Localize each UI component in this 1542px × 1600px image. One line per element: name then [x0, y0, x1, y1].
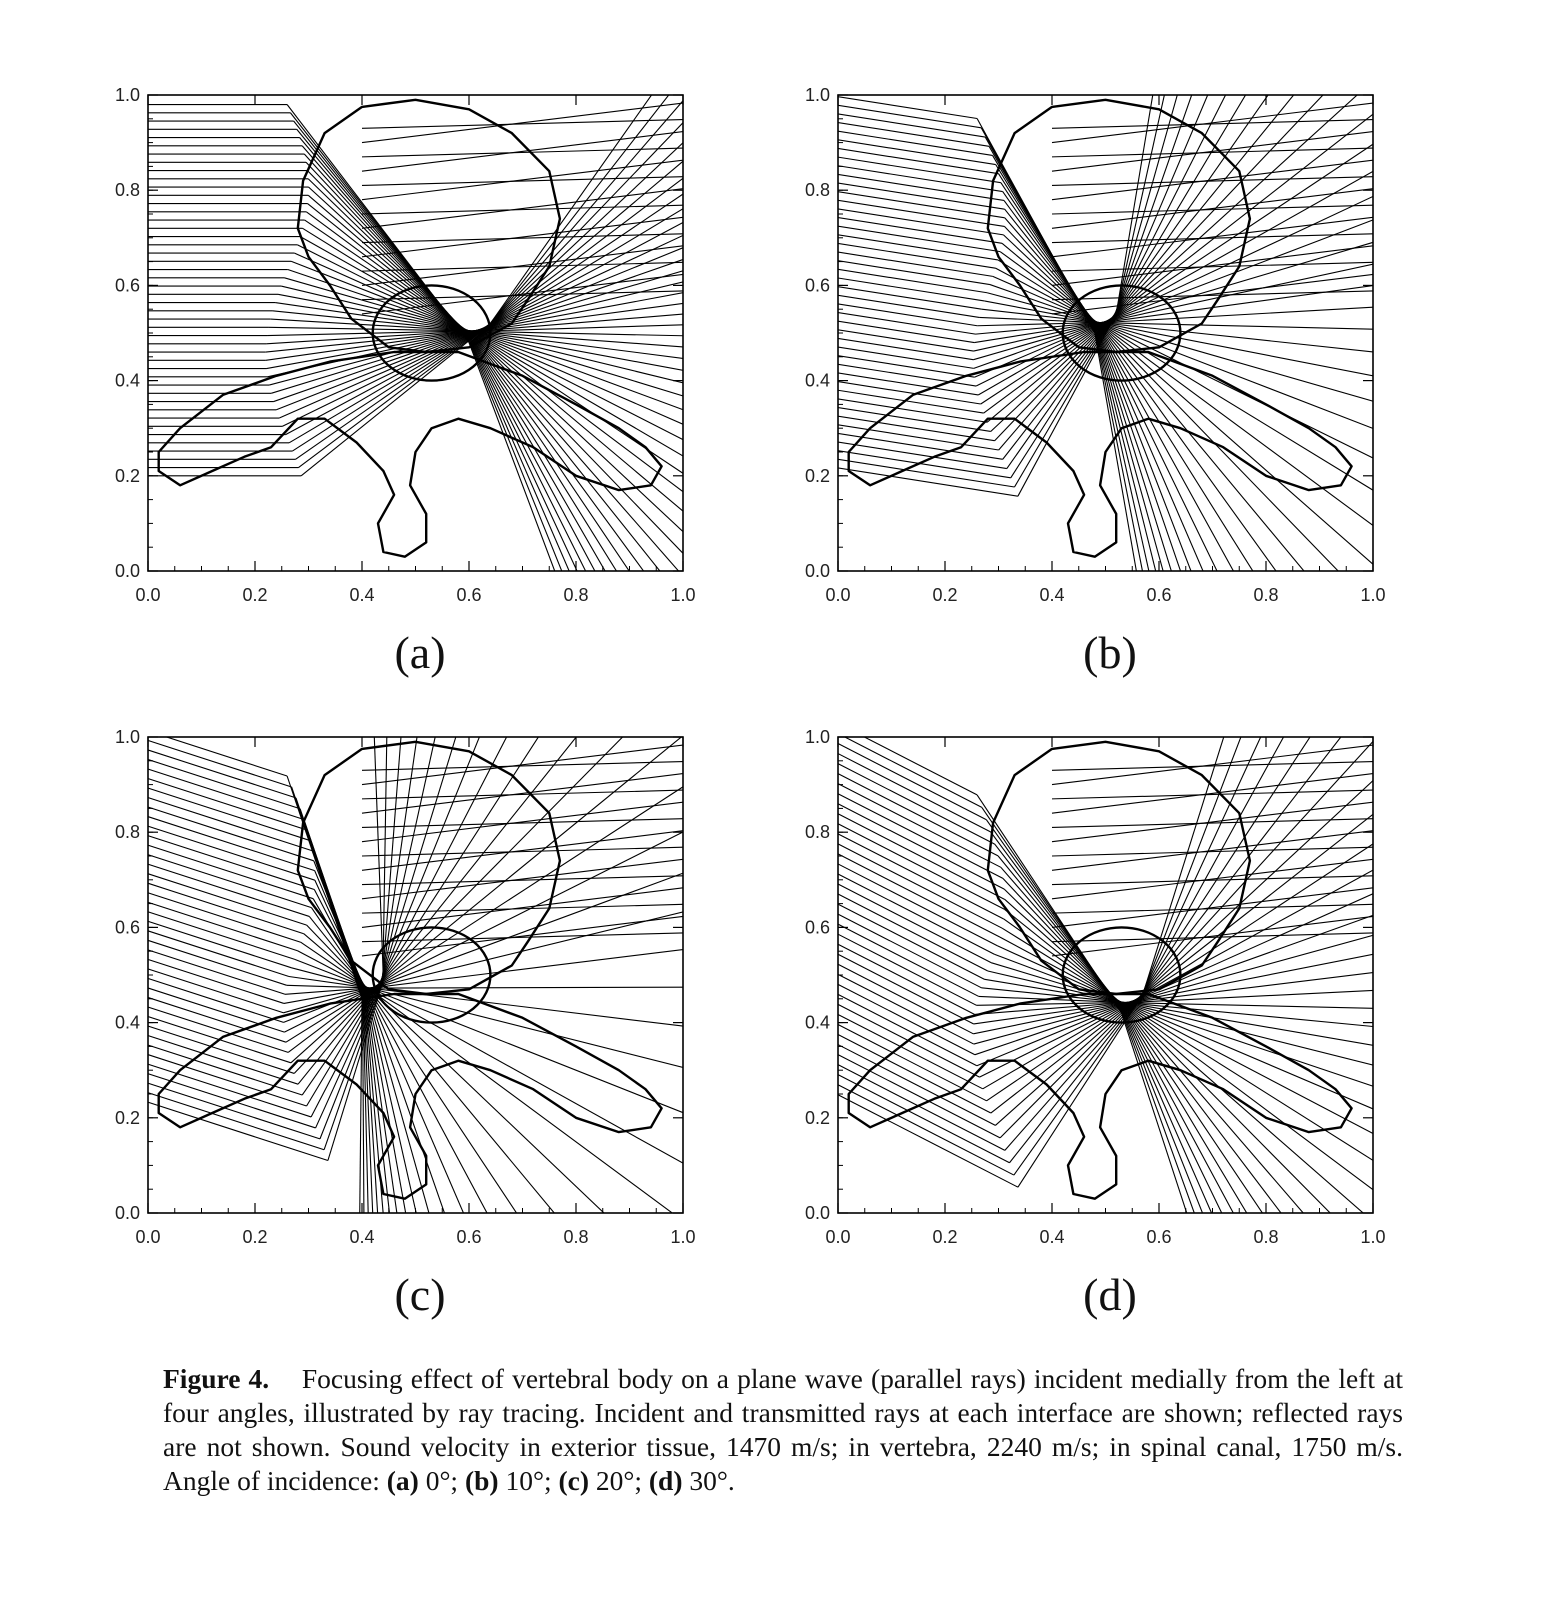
exit-ray — [362, 262, 710, 272]
refracted-ray — [271, 328, 485, 394]
exit-ray — [362, 204, 710, 214]
plot-frame — [148, 737, 683, 1213]
x-tick-label: 0.2 — [932, 1227, 958, 1247]
refracted-ray — [324, 980, 383, 1149]
incident-ray — [137, 965, 283, 1012]
y-tick-label: 0.0 — [804, 561, 830, 581]
x-tick-label: 0.4 — [1039, 585, 1065, 605]
incident-ray — [137, 975, 283, 1022]
incident-ray — [137, 842, 313, 899]
incident-ray — [827, 181, 1004, 209]
caption-c-label: (c) — [558, 1465, 589, 1496]
transmitted-ray — [1109, 96, 1542, 321]
transmitted-ray — [1131, 1004, 1542, 1159]
incident-ray — [137, 756, 300, 809]
refracted-ray — [294, 959, 372, 989]
caption-c-value: 20°; — [595, 1465, 643, 1496]
incident-ray — [827, 909, 981, 988]
exit-ray — [1052, 128, 1400, 171]
refracted-ray — [993, 276, 1104, 325]
incident-ray — [827, 788, 1003, 878]
exit-ray — [362, 932, 710, 942]
exit-ray — [1052, 856, 1400, 899]
y-tick-label: 0.8 — [804, 180, 830, 201]
exit-ray — [362, 856, 710, 899]
incident-ray — [137, 985, 284, 1033]
incident-ray — [827, 728, 982, 807]
x-tick-label: 0.2 — [932, 585, 958, 605]
y-tick-label: 0.6 — [804, 917, 830, 938]
panel-label-a: (a) — [394, 627, 446, 678]
x-tick-label: 0.2 — [242, 1227, 268, 1247]
x-tick-label: 0.8 — [563, 585, 589, 605]
exit-ray — [362, 761, 710, 771]
refracted-ray — [300, 237, 477, 336]
incident-ray — [827, 748, 990, 832]
incident-ray — [137, 1070, 315, 1128]
transmitted-ray — [1111, 0, 1542, 319]
exit-ray — [1052, 904, 1400, 914]
panel-c — [100, 722, 740, 1320]
exit-ray — [362, 176, 710, 186]
incident-ray — [827, 173, 1004, 201]
plot-d — [790, 722, 1430, 1282]
y-tick-label: 1.0 — [114, 727, 140, 747]
x-tick-label: 0.8 — [563, 1227, 589, 1247]
incident-ray — [827, 233, 998, 260]
incident-ray — [827, 949, 973, 1024]
incident-ray — [137, 994, 286, 1042]
x-tick-label: 0.8 — [1253, 585, 1279, 605]
exit-ray — [362, 770, 710, 813]
x-tick-label: 1.0 — [670, 1227, 696, 1247]
incident-ray — [137, 937, 286, 985]
exit-ray — [362, 818, 710, 828]
x-tick-label: 1.0 — [670, 585, 696, 605]
incident-ray — [827, 929, 976, 1006]
incident-ray — [827, 345, 973, 368]
incident-ray — [137, 1099, 328, 1161]
exit-ray — [362, 185, 710, 228]
exit-ray — [362, 799, 710, 842]
exit-ray — [1052, 290, 1400, 300]
vertebral-arch-outline — [849, 994, 1352, 1199]
refracted-ray — [1003, 316, 1114, 460]
incident-ray — [137, 737, 291, 787]
incident-ray — [137, 1089, 324, 1149]
x-tick-label: 1.0 — [1360, 585, 1386, 605]
incident-ray — [827, 138, 995, 164]
caption-b-label: (b) — [464, 1465, 499, 1496]
incident-ray — [137, 946, 285, 994]
y-tick-label: 0.4 — [114, 1012, 140, 1033]
incident-ray — [137, 918, 291, 968]
y-tick-label: 0.0 — [114, 561, 140, 581]
y-tick-label: 1.0 — [804, 727, 830, 747]
x-tick-label: 0.4 — [1039, 1227, 1065, 1247]
incident-ray — [827, 155, 1001, 182]
incident-ray — [827, 848, 1000, 937]
panel-d — [790, 722, 1430, 1320]
incident-ray — [827, 738, 986, 820]
refracted-ray — [292, 325, 489, 451]
figure-caption — [163, 1362, 1403, 1498]
refracted-ray — [987, 293, 1105, 324]
incident-ray — [137, 747, 296, 798]
incident-ray — [827, 1079, 1014, 1175]
incident-ray — [137, 927, 289, 976]
y-tick-label: 0.6 — [114, 917, 140, 938]
incident-ray — [137, 1023, 294, 1074]
incident-ray — [827, 989, 977, 1066]
plot-b — [790, 80, 1430, 640]
incident-ray — [137, 832, 314, 889]
exit-ray — [362, 885, 710, 928]
incident-ray — [827, 999, 979, 1077]
incident-ray — [137, 813, 314, 870]
incident-ray — [827, 147, 998, 174]
x-tick-label: 0.6 — [456, 585, 482, 605]
refracted-ray — [1000, 252, 1102, 327]
exit-ray — [1052, 818, 1400, 828]
caption-text: Focusing effect of vertebral body on a plane wave (parallel rays) incident medially from the left at four angles, illustrated by ray tracing. Incident and transmitted rays at each interface are shown; reflected rays are not shown. Sound velocity in exterior tissue, 1470 m/s; in vertebra, 2240 m/s; in spinal canal, 1750 m/s. Angle of incidence: — [163, 1363, 1404, 1496]
exit-ray — [1052, 185, 1400, 228]
incident-ray — [137, 956, 284, 1003]
refracted-ray — [301, 323, 490, 475]
incident-ray — [827, 1029, 991, 1113]
caption-d-value: 30°. — [689, 1465, 735, 1496]
incident-ray — [827, 889, 987, 971]
panel-label-b: (b) — [1083, 627, 1137, 678]
exit-ray — [1052, 846, 1400, 856]
exit-ray — [1052, 204, 1400, 214]
y-tick-label: 0.4 — [804, 1012, 830, 1033]
y-tick-label: 0.4 — [804, 370, 830, 391]
refracted-ray — [991, 997, 1140, 1113]
x-tick-label: 0.0 — [825, 585, 851, 605]
panel-label-c: (c) — [394, 1269, 446, 1320]
transmitted-ray — [1134, 971, 1542, 1003]
incident-ray — [827, 466, 1018, 496]
caption-d-label: (d) — [648, 1465, 683, 1496]
transmitted-ray — [1101, 327, 1483, 786]
incident-ray — [827, 939, 974, 1015]
exit-ray — [362, 789, 710, 799]
y-tick-label: 1.0 — [804, 85, 830, 105]
incident-ray — [827, 718, 977, 795]
exit-ray — [362, 846, 710, 856]
refracted-ray — [298, 951, 372, 990]
caption-a-value: 0°; — [425, 1465, 459, 1496]
incident-ray — [827, 319, 974, 342]
transmitted-ray — [1102, 327, 1521, 760]
exit-ray — [1052, 789, 1400, 799]
incident-ray — [137, 727, 287, 776]
y-tick-label: 0.2 — [804, 1107, 830, 1128]
y-tick-label: 0.8 — [114, 180, 140, 201]
exit-ray — [362, 904, 710, 914]
incident-ray — [827, 969, 973, 1044]
incident-ray — [137, 851, 311, 907]
transmitted-ray — [1138, 659, 1542, 999]
exit-ray — [362, 913, 710, 956]
transmitted-ray — [1131, 1005, 1542, 1207]
vertebral-arch-outline — [159, 994, 662, 1199]
x-tick-label: 0.8 — [1253, 1227, 1279, 1247]
incident-ray — [827, 216, 1002, 243]
transmitted-ray — [1110, 0, 1542, 319]
exit-ray — [362, 100, 710, 143]
x-tick-label: 0.6 — [1146, 1227, 1172, 1247]
x-tick-label: 0.2 — [242, 585, 268, 605]
y-tick-label: 0.6 — [114, 275, 140, 296]
y-tick-label: 0.0 — [804, 1203, 830, 1223]
incident-ray — [827, 225, 1000, 252]
x-tick-label: 0.0 — [825, 1227, 851, 1247]
incident-ray — [827, 979, 975, 1055]
exit-ray — [362, 119, 710, 129]
incident-ray — [827, 818, 1004, 909]
incident-ray — [827, 778, 1001, 867]
incident-ray — [137, 908, 294, 959]
refracted-ray — [274, 327, 487, 401]
exit-ray — [1052, 827, 1400, 870]
exit-ray — [362, 243, 710, 286]
transmitted-ray — [1128, 1007, 1542, 1407]
plot-c — [100, 722, 740, 1282]
incident-ray — [827, 798, 1004, 889]
refracted-ray — [995, 317, 1114, 441]
caption-b-value: 10°; — [505, 1465, 552, 1496]
y-tick-label: 0.4 — [114, 370, 140, 391]
y-tick-label: 0.0 — [114, 1203, 140, 1223]
incident-ray — [827, 164, 1002, 192]
transmitted-ray — [1112, 0, 1489, 318]
caption-label: Figure 4. — [163, 1363, 270, 1394]
incident-ray — [137, 794, 312, 851]
exit-ray — [362, 742, 710, 785]
x-tick-label: 0.0 — [135, 585, 161, 605]
panel-b — [790, 80, 1430, 678]
exit-ray — [362, 147, 710, 157]
incident-ray — [827, 879, 991, 963]
x-tick-label: 1.0 — [1360, 1227, 1386, 1247]
incident-ray — [827, 899, 984, 980]
exit-ray — [362, 233, 710, 243]
exit-ray — [1052, 157, 1400, 200]
incident-ray — [137, 899, 297, 951]
incident-ray — [827, 1059, 1005, 1150]
incident-ray — [827, 337, 973, 360]
panel-label-d: (d) — [1083, 1269, 1137, 1320]
incident-ray — [827, 242, 995, 268]
exit-ray — [1052, 243, 1400, 286]
x-tick-label: 0.0 — [135, 1227, 161, 1247]
exit-ray — [1052, 885, 1400, 928]
incident-ray — [137, 804, 313, 861]
transmitted-ray — [1115, 0, 1306, 315]
refracted-ray — [973, 1001, 1135, 1034]
exit-ray — [1052, 100, 1400, 143]
y-tick-label: 0.2 — [114, 465, 140, 486]
incident-ray — [827, 207, 1003, 235]
plot-a — [100, 80, 740, 640]
y-tick-label: 1.0 — [114, 85, 140, 105]
y-tick-label: 0.2 — [114, 1107, 140, 1128]
incident-ray — [827, 828, 1003, 919]
incident-ray — [827, 190, 1005, 218]
y-tick-label: 0.6 — [804, 275, 830, 296]
exit-ray — [1052, 742, 1400, 785]
x-tick-label: 0.4 — [349, 1227, 375, 1247]
exit-ray — [1052, 799, 1400, 842]
y-tick-label: 0.8 — [804, 822, 830, 843]
exit-ray — [362, 157, 710, 200]
incident-ray — [827, 328, 973, 351]
incident-ray — [137, 823, 315, 880]
exit-ray — [1052, 875, 1400, 885]
transmitted-ray — [1135, 832, 1542, 1001]
exit-ray — [1052, 233, 1400, 243]
incident-ray — [827, 838, 1002, 928]
y-tick-label: 0.2 — [804, 465, 830, 486]
incident-ray — [827, 199, 1004, 227]
y-tick-label: 0.8 — [114, 822, 140, 843]
exit-ray — [1052, 271, 1400, 314]
x-tick-label: 0.6 — [1146, 585, 1172, 605]
caption-a-label: (a) — [386, 1465, 419, 1496]
incident-ray — [827, 1049, 1000, 1138]
refracted-ray — [296, 324, 490, 459]
refracted-ray — [304, 934, 371, 991]
x-tick-label: 0.4 — [349, 585, 375, 605]
incident-ray — [827, 808, 1005, 899]
refracted-ray — [987, 318, 1112, 423]
exit-ray — [1052, 913, 1400, 956]
vertebral-arch-outline — [159, 352, 662, 557]
panel-a — [100, 80, 740, 678]
x-tick-label: 0.6 — [456, 1227, 482, 1247]
incident-ray — [827, 919, 978, 997]
